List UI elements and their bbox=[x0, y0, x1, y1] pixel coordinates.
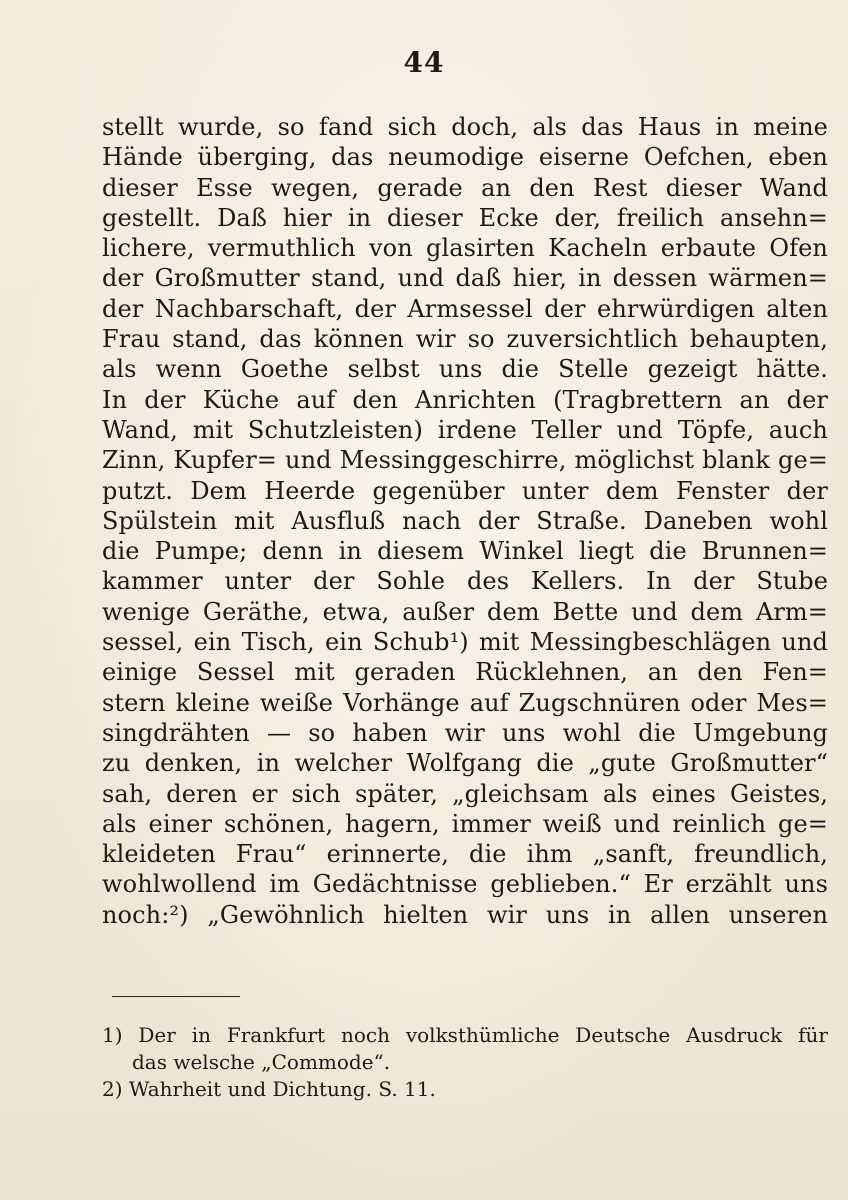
text-line: gestellt. Daß hier in dieser Ecke der, freilich ansehn= bbox=[102, 203, 828, 232]
footnotes bbox=[102, 1022, 828, 1103]
text-line: die Pumpe; denn in diesem Winkel liegt die Brunnen= bbox=[102, 537, 828, 566]
text-line: kammer unter der Sohle des Kellers. In der Stube bbox=[102, 567, 828, 596]
text-line: Hände überging, das neumodige eiserne Oefchen, eben bbox=[102, 143, 828, 172]
text-line: als wenn Goethe selbst uns die Stelle gezeigt hätte. bbox=[102, 355, 828, 384]
footnote-line: 1) Der in Frankfurt noch volksthümliche Deutsche Ausdruck für bbox=[102, 1023, 828, 1047]
text-line: der Großmutter stand, und daß hier, in dessen wärmen= bbox=[102, 264, 828, 293]
text-line: stellt wurde, so fand sich doch, als das Haus in meine bbox=[102, 113, 828, 141]
footnote-1 bbox=[102, 1022, 828, 1076]
text-line: wenige Geräthe, etwa, außer dem Bette und dem Arm= bbox=[102, 597, 828, 626]
text-line: Frau stand, das können wir so zuversichtlich behaupten, bbox=[102, 325, 828, 354]
text-line: In der Küche auf den Anrichten (Tragbrettern an der bbox=[102, 385, 828, 414]
text-line: lichere, vermuthlich von glasirten Kacheln erbaute Ofen bbox=[102, 234, 828, 263]
text-line: kleideten Frau“ erinnerte, die ihm „sanft, freundlich, bbox=[102, 840, 828, 869]
body-text bbox=[102, 112, 828, 930]
text-line: dieser Esse wegen, gerade an den Rest dieser Wand bbox=[102, 173, 828, 202]
footnote-2 bbox=[102, 1076, 828, 1103]
text-line: wohlwollend im Gedächtnisse geblieben.“ Er erzählt uns bbox=[102, 870, 828, 899]
page-number: 44 bbox=[403, 46, 445, 79]
footnote-divider bbox=[112, 996, 240, 997]
text-line: sah, deren er sich später, „gleichsam als eines Geistes, bbox=[102, 779, 828, 808]
footnote-line: 2) Wahrheit und Dichtung. S. 11. bbox=[102, 1077, 436, 1101]
text-line: singdrähten — so haben wir uns wohl die Umgebung bbox=[102, 718, 828, 747]
text-line: zu denken, in welcher Wolfgang die „gute Großmutter“ bbox=[102, 749, 828, 778]
text-line: der Nachbarschaft, der Armsessel der ehrwürdigen alten bbox=[102, 294, 828, 323]
text-line: putzt. Dem Heerde gegenüber unter dem Fenster der bbox=[102, 476, 828, 505]
text-line: sessel, ein Tisch, ein Schub¹) mit Messingbeschlägen und bbox=[102, 628, 828, 657]
text-line: Spülstein mit Ausfluß nach der Straße. Daneben wohl bbox=[102, 506, 828, 535]
text-line: Zinn, Kupfer= und Messinggeschirre, möglichst blank ge= bbox=[102, 446, 828, 475]
text-line: als einer schönen, hagern, immer weiß und reinlich ge= bbox=[102, 809, 828, 838]
text-line: noch:²) „Gewöhnlich hielten wir uns in allen unseren bbox=[102, 900, 828, 929]
text-line: stern kleine weiße Vorhänge auf Zugschnüren oder Mes= bbox=[102, 688, 828, 717]
text-line: einige Sessel mit geraden Rücklehnen, an den Fen= bbox=[102, 658, 828, 687]
footnote-line: das welsche „Commode“. bbox=[132, 1050, 391, 1074]
text-line: Wand, mit Schutzleisten) irdene Teller und Töpfe, auch bbox=[102, 415, 828, 444]
